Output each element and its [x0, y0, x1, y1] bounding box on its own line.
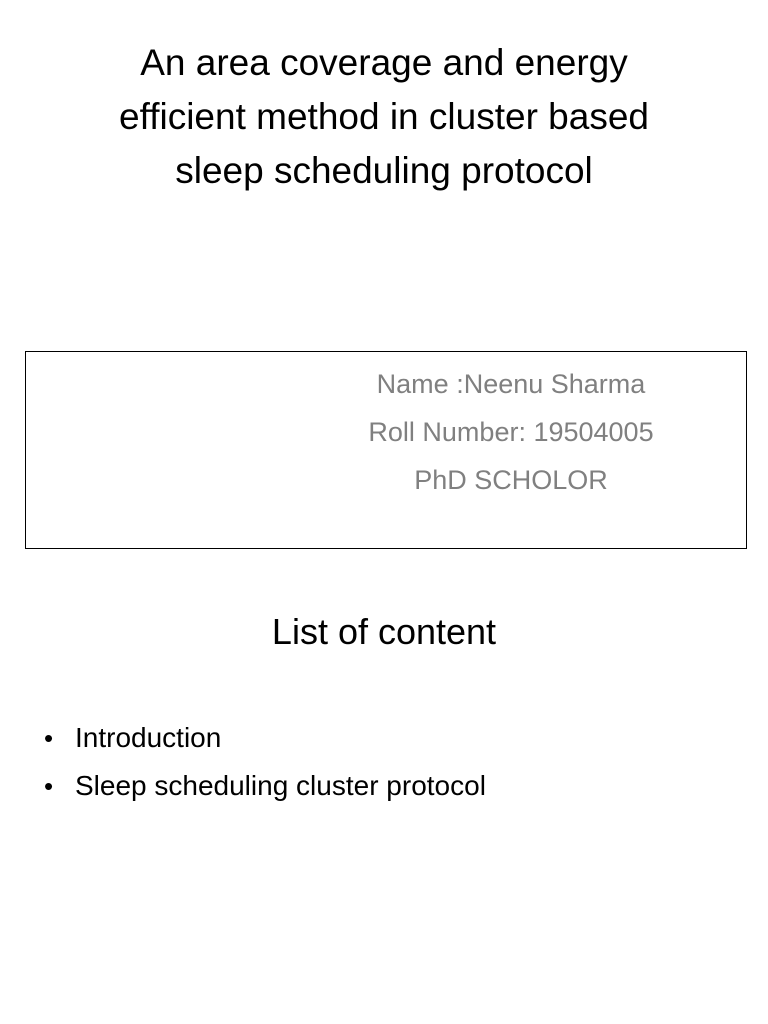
content-heading: List of content	[271, 611, 497, 652]
bullet-icon: •	[44, 771, 54, 801]
title-line: efficient method in cluster based	[119, 96, 649, 137]
author-info-lines	[326, 360, 696, 504]
designation: PhD SCHOLOR	[414, 465, 608, 495]
content-list	[44, 714, 486, 810]
author-info-box	[25, 351, 747, 549]
title-line: An area coverage and energy	[140, 42, 628, 83]
list-item-text: Introduction	[75, 722, 222, 753]
bullet-icon: •	[44, 723, 54, 753]
list-item	[44, 714, 486, 762]
author-name: Name :Neenu Sharma	[376, 369, 646, 399]
list-item	[44, 762, 486, 810]
slide-title	[40, 36, 728, 198]
list-item-text: Sleep scheduling cluster protocol	[75, 770, 486, 801]
content-slide	[0, 576, 768, 1024]
roll-number: Roll Number: 19504005	[368, 417, 654, 447]
title-line: sleep scheduling protocol	[175, 150, 593, 191]
